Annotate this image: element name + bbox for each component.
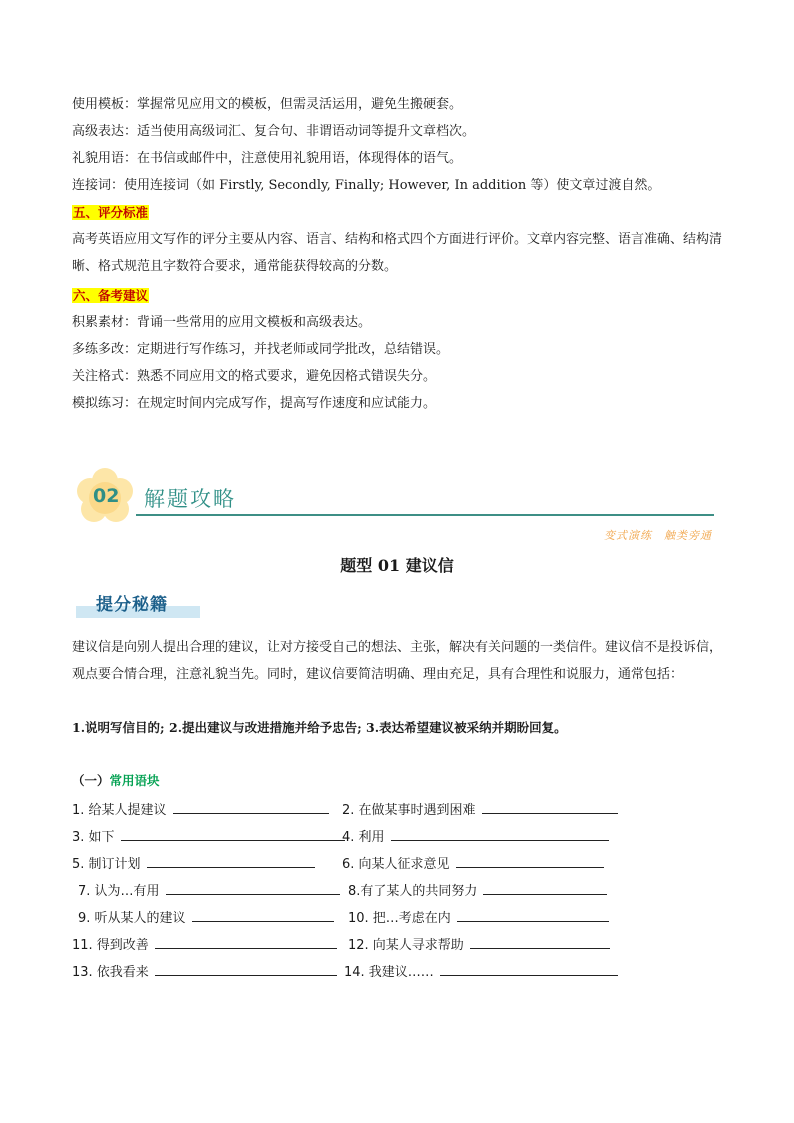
answer-blank[interactable] [457,907,609,922]
phrase-item [344,961,618,982]
advice-line-format: 关注格式：熟悉不同应用文的格式要求，避免因格式错误失分。 [72,369,437,384]
phrase-item [348,907,609,928]
phrase-item [342,799,618,820]
phrase-item [72,934,337,955]
tip-line-politeness: 礼貌用语：在书信或邮件中，注意使用礼貌用语，体现得体的语气。 [72,151,463,166]
advice-line-practice: 多练多改：定期进行写作练习，并找老师或同学批改，总结错误。 [72,342,450,357]
tip-line-connectors: 连接词：使用连接词（如 Firstly, Secondly, Finally; However, In addition 等）使文章过渡自然。 [72,178,661,193]
advice-line-accumulate: 积累素材：背诵一些常用的应用文模板和高级表达。 [72,315,372,330]
phrase-item [348,934,610,955]
advice-line-simulate: 模拟练习：在规定时间内完成写作，提高写作速度和应试能力。 [72,396,437,411]
phrase-label: 12. 向某人寻求帮助 [348,938,464,953]
tip-line-expression: 高级表达：适当使用高级词汇、复合句、非谓语动词等提升文章档次。 [72,124,476,139]
banner-number: 02 [93,485,120,507]
phrase-item [72,961,337,982]
answer-blank[interactable] [121,826,345,841]
phrase-label: 11. 得到改善 [72,938,149,953]
answer-blank[interactable] [166,880,340,895]
tip-label-block [76,588,200,620]
phrase-item [72,853,315,874]
tip-label: 提分秘籍 [96,595,168,615]
phrase-label: 5. 制订计划 [72,857,141,872]
section5-body: 高考英语应用文写作的评分主要从内容、语言、结构和格式四个方面进行评价。文章内容完整、语言准确、结构清晰、格式规范且字数符合要求，通常能获得较高的分数。 [72,232,723,274]
phrase-item [342,853,604,874]
section6-heading: 六、备考建议 [73,288,149,303]
answer-blank[interactable] [192,907,334,922]
banner-subtitle: 变式演练 触类旁通 [604,529,712,542]
phrase-item [342,826,609,847]
phrase-label: 8.有了某人的共同努力 [348,884,478,899]
phrases-heading [72,771,160,789]
phrase-item [72,799,329,820]
phrase-label: 4. 利用 [342,830,385,845]
answer-blank[interactable] [147,853,315,868]
intro-paragraph: 建议信是向别人提出合理的建议，让对方接受自己的想法、主张，解决有关问题的一类信件。建议信不是投诉信，观点要合情合理，注意礼貌当先。同时，建议信要简洁明确、理由充足，具有合理性和说服力，通常包括： [72,640,723,682]
phrase-label: 14. 我建议…… [344,965,434,980]
phrase-item [72,826,345,847]
phrases-heading-prefix: （一） [72,773,110,788]
answer-blank[interactable] [155,961,337,976]
answer-blank[interactable] [483,880,607,895]
question-type-title: 题型 01 建议信 [340,556,454,575]
answer-blank[interactable] [391,826,609,841]
answer-blank[interactable] [470,934,610,949]
phrase-label: 3. 如下 [72,830,115,845]
phrase-item [78,907,334,928]
answer-blank[interactable] [173,799,329,814]
answer-blank[interactable] [456,853,604,868]
section-banner [74,463,714,542]
answer-blank[interactable] [440,961,618,976]
answer-blank[interactable] [155,934,337,949]
phrase-item [348,880,607,901]
intro-bold-summary: 1.说明写信目的; 2.提出建议与改进措施并给予忠告; 3.表达希望建议被采纳并期盼回复。 [72,720,567,735]
phrase-label: 7. 认为…有用 [78,884,160,899]
answer-blank[interactable] [482,799,618,814]
phrase-label: 2. 在做某事时遇到困难 [342,803,476,818]
phrase-label: 10. 把…考虑在内 [348,911,451,926]
phrase-item [78,880,340,901]
phrases-heading-label: 常用语块 [109,773,160,788]
banner-title: 解题攻略 [144,487,236,511]
banner-divider [136,514,714,516]
tip-line-template: 使用模板：掌握常见应用文的模板，但需灵活运用，避免生搬硬套。 [72,97,463,112]
section5-heading: 五、评分标准 [73,205,149,220]
phrase-label: 9. 听从某人的建议 [78,911,186,926]
phrase-label: 6. 向某人征求意见 [342,857,450,872]
phrase-label: 13. 依我看来 [72,965,149,980]
section6-heading-row [72,287,149,306]
phrase-label: 1. 给某人提建议 [72,803,167,818]
section5-heading-row [72,204,149,223]
